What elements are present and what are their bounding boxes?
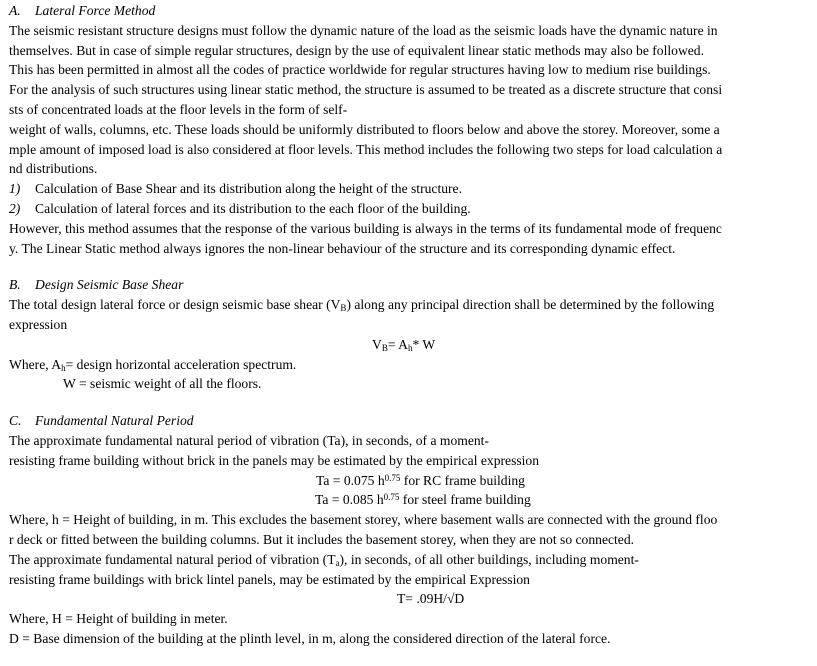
list-item-text: Calculation of lateral forces and its distribution to the each floor of the building. bbox=[35, 200, 471, 216]
text-run: The total design lateral force or design seismic base shear (V bbox=[9, 297, 341, 313]
paragraph-line bbox=[9, 550, 809, 570]
text-run: Ta = 0.085 h bbox=[315, 492, 384, 508]
paragraph-line: expression bbox=[9, 316, 68, 332]
base-shear-equation bbox=[9, 335, 809, 355]
text-run: ) along any principal direction shall be determined by the following bbox=[346, 297, 715, 313]
section-c-heading bbox=[9, 411, 809, 431]
text-run: = A bbox=[387, 336, 408, 352]
section-b-title: Design Seismic Base Shear bbox=[35, 277, 184, 293]
section-b-heading bbox=[9, 275, 809, 295]
section-spacer bbox=[9, 258, 809, 275]
where-line bbox=[9, 355, 809, 375]
where-line: Where, H = Height of building in meter. bbox=[9, 611, 228, 627]
list-item bbox=[9, 199, 809, 219]
paragraph-line: weight of walls, columns, etc. These loads should be uniformly distributed to floors below and above the storey. Moreover, some a bbox=[9, 121, 720, 137]
paragraph-line: However, this method assumes that the response of the various building is always in the terms of its fundamental mode of frequenc bbox=[9, 220, 722, 236]
subscript: B bbox=[381, 342, 388, 353]
paragraph-line: The seismic resistant structure designs must follow the dynamic nature of the load as the seismic loads have the dynamic nature in bbox=[9, 22, 718, 38]
paragraph-line: y. The Linear Static method always ignores the non-linear behaviour of the structure and its corresponding dynamic effect. bbox=[9, 240, 676, 256]
subscript: h bbox=[61, 362, 66, 373]
section-a-label: A. bbox=[9, 3, 21, 18]
paragraph-line: themselves. But in case of simple regular structures, design by the use of equivalent linear static methods may also be followed. bbox=[9, 42, 704, 58]
paragraph-line: nd distributions. bbox=[9, 161, 98, 177]
paragraph-line: sts of concentrated loads at the floor levels in the form of self- bbox=[9, 101, 348, 117]
text-run: Where, A bbox=[9, 356, 62, 372]
document-page bbox=[9, 1, 809, 649]
list-item-number: 2) bbox=[9, 200, 21, 216]
text-run: = design horizontal acceleration spectrum. bbox=[65, 356, 297, 372]
paragraph-line: This has been permitted in almost all the codes of practice worldwide for regular structures having low to medium rise buildings. bbox=[9, 62, 711, 78]
subscript: a bbox=[335, 557, 340, 568]
text-run: V bbox=[372, 336, 382, 352]
section-c-label: C. bbox=[9, 413, 22, 429]
superscript: 0.75 bbox=[383, 492, 400, 503]
section-c-title: Fundamental Natural Period bbox=[35, 413, 194, 429]
text-run: Ta = 0.075 h bbox=[316, 472, 385, 488]
text-run: ), in seconds, of all other buildings, including moment- bbox=[339, 551, 639, 567]
subscript: h bbox=[407, 342, 413, 353]
list-item bbox=[9, 179, 809, 199]
text-run: The approximate fundamental natural period of vibration (T bbox=[9, 551, 336, 567]
paragraph-line: mple amount of imposed load is also considered at floor levels. This method includes the following two steps for load calculation a bbox=[9, 141, 723, 157]
period-equation-general: T= .09H/√D bbox=[397, 591, 465, 607]
paragraph-line: r deck or fitted between the building columns. But it includes the basement storey, when they are not so connected. bbox=[9, 531, 635, 547]
paragraph-line bbox=[9, 295, 809, 315]
period-equation-rc bbox=[9, 471, 809, 491]
text-run: for steel frame building bbox=[399, 492, 531, 508]
paragraph-line: For the analysis of such structures using linear static method, the structure is assumed to be treated as a discrete structure that consi bbox=[9, 82, 723, 98]
paragraph-line: The approximate fundamental natural period of vibration (Ta), in seconds, of a moment- bbox=[9, 432, 489, 448]
text-run: for RC frame building bbox=[400, 472, 525, 488]
section-a-heading bbox=[9, 1, 809, 21]
section-spacer bbox=[9, 394, 809, 411]
where-line: W = seismic weight of all the floors. bbox=[63, 376, 262, 392]
paragraph-line: resisting frame buildings with brick lintel panels, may be estimated by the empirical Expression bbox=[9, 571, 530, 587]
section-a-title: Lateral Force Method bbox=[35, 3, 156, 18]
superscript: 0.75 bbox=[384, 472, 401, 483]
period-equation-steel bbox=[9, 490, 809, 510]
paragraph-line: resisting frame building without brick in the panels may be estimated by the empirical expression bbox=[9, 452, 540, 468]
text-run: * W bbox=[412, 336, 436, 352]
where-line: D = Base dimension of the building at the plinth level, in m, along the considered direction of the lateral force. bbox=[9, 630, 611, 646]
section-b-label: B. bbox=[9, 277, 21, 293]
list-item-text: Calculation of Base Shear and its distribution along the height of the structure. bbox=[35, 181, 462, 197]
subscript: B bbox=[340, 303, 347, 314]
list-item-number: 1) bbox=[9, 181, 21, 197]
paragraph-line: Where, h = Height of building, in m. This excludes the basement storey, where basement walls are connected with the ground floo bbox=[9, 512, 718, 528]
